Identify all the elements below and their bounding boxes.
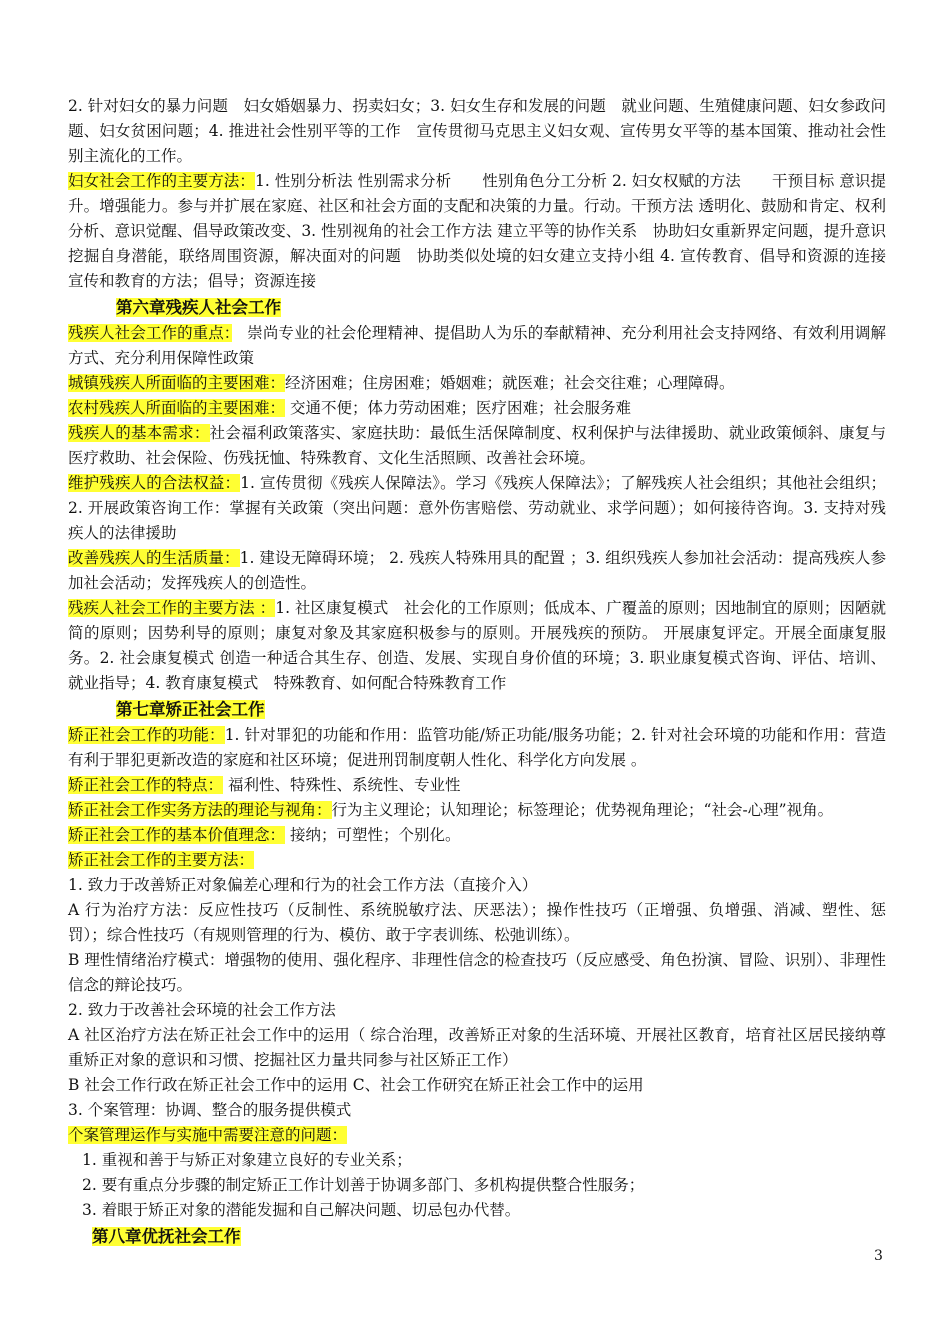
paragraph	[68, 471, 886, 546]
paragraph	[68, 421, 886, 471]
highlighted-label: 矫正社会工作的特点：	[68, 776, 224, 794]
paragraph-text: 3. 着眼于矫正对象的潜能发掘和自己解决问题、切忌包办代替。	[82, 1201, 521, 1219]
paragraph-text: 1. 性别分析法 性别需求分析 性别角色分工分析 2. 妇女权赋的方法 干预目标 意识提升。增强能力。参与并扩展在家庭、社区和社会方面的支配和决策的力量。行动。干预方法 透明化、鼓励和肯定、权利分析、意识觉醒、倡导政策改变、3. 性别视角的社会工作方法 建立平等的协作关系 协助妇女重新界定问题，提升意识 挖掘自身潜能，联络周围资源，解决面对的问题 协助类似处境的妇女建立支持小组 4. 宣传教育、倡导和资源的连接 宣传和教育的方法；倡导；资源连接	[68, 172, 886, 290]
highlighted-label: 矫正社会工作的功能：	[68, 726, 225, 744]
paragraph-text: 经济困难；住房困难；婚姻难；就医难；社会交往难；心理障碍。	[285, 374, 735, 392]
paragraph	[68, 94, 886, 169]
chapter-heading	[68, 1223, 886, 1250]
highlighted-label: 残疾人社会工作的主要方法 ：	[68, 599, 276, 617]
paragraph-text: 1. 建设无障碍环境； 2. 残疾人特殊用具的配置 ；3. 组织残疾人参加社会活动：提高残疾人参加社会活动；发挥残疾人的创造性。	[68, 549, 886, 592]
paragraph-text: 1. 宣传贯彻《残疾人保障法》。学习《残疾人保障法》；了解残疾人社会组织；其他社会组织；2. 开展政策咨询工作：掌握有关政策（突出问题：意外伤害赔偿、劳动就业、求学问题）；如何接待咨询。3. 支持对残疾人的法律援助	[68, 474, 886, 542]
paragraph-text: 2. 要有重点分步骤的制定矫正工作计划善于协调多部门、多机构提供整合性服务；	[82, 1176, 645, 1194]
highlighted-label: 农村残疾人所面临的主要困难：	[68, 399, 286, 417]
highlighted-label: 矫正社会工作的主要方法：	[68, 851, 255, 869]
list-item	[68, 1173, 886, 1198]
highlighted-label: 残疾人社会工作的重点：	[68, 324, 232, 342]
paragraph	[68, 873, 886, 898]
paragraph-text: 接纳；可塑性；个别化。	[285, 826, 461, 844]
paragraph	[68, 1123, 886, 1148]
paragraph	[68, 948, 886, 998]
chapter-heading-text: 第六章残疾人社会工作	[116, 298, 281, 317]
highlighted-label: 个案管理运作与实施中需要注意的问题：	[68, 1126, 348, 1144]
paragraph	[68, 1073, 886, 1098]
paragraph-text: 1. 重视和善于与矫正对象建立良好的专业关系；	[82, 1151, 412, 1169]
paragraph-text: 崇尚专业的社会伦理精神、提倡助人为乐的奉献精神、充分利用社会支持网络、有效利用调解方式、充分利用保障性政策	[68, 324, 886, 367]
paragraph	[68, 898, 886, 948]
paragraph	[68, 798, 886, 823]
chapter-heading	[68, 696, 886, 723]
paragraph	[68, 998, 886, 1023]
highlighted-label: 改善残疾人的生活质量：	[68, 549, 240, 567]
document-body	[68, 94, 886, 1250]
list-item	[68, 1148, 886, 1173]
paragraph-text: 交通不便；体力劳动困难；医疗困难；社会服务难	[285, 399, 631, 417]
paragraph	[68, 321, 886, 371]
highlighted-label: 矫正社会工作的基本价值理念：	[68, 826, 286, 844]
paragraph-text: A 社区治疗方法在矫正社会工作中的运用（ 综合治理，改善矫正对象的生活环境、开展社区教育，培育社区居民接纳尊重矫正对象的意识和习惯、挖掘社区力量共同参与社区矫正工作）	[68, 1026, 886, 1069]
paragraph	[68, 546, 886, 596]
paragraph-text: 1. 针对罪犯的功能和作用：监管功能/矫正功能/服务功能；2. 针对社会环境的功能和作用：营造有利于罪犯更新改造的家庭和社区环境；促进刑罚制度朝人性化、科学化方向发展 。	[68, 726, 886, 769]
list-item	[68, 1198, 886, 1223]
paragraph-text: B 社会工作行政在矫正社会工作中的运用 C、社会工作研究在矫正社会工作中的运用	[68, 1076, 644, 1094]
paragraph-text: 3. 个案管理：协调、整合的服务提供模式	[68, 1101, 352, 1119]
highlighted-label: 残疾人的基本需求：	[68, 424, 210, 442]
paragraph	[68, 773, 886, 798]
chapter-heading	[68, 294, 886, 321]
paragraph	[68, 596, 886, 696]
paragraph-text: 福利性、特殊性、系统性、专业性	[223, 776, 461, 794]
paragraph	[68, 169, 886, 294]
paragraph	[68, 1023, 886, 1073]
chapter-heading-text: 第七章矫正社会工作	[116, 700, 265, 719]
paragraph	[68, 723, 886, 773]
paragraph-text: 行为主义理论；认知理论；标签理论；优势视角理论；“社会-心理”视角。	[331, 801, 834, 819]
paragraph-text: 2. 针对妇女的暴力问题 妇女婚姻暴力、拐卖妇女；3. 妇女生存和发展的问题 就业问题、生殖健康问题、妇女参政问题、妇女贫困问题；4. 推进社会性别平等的工作 宣传贯彻马克思主义妇女观、宣传男女平等的基本国策、推动社会性别主流化的工作。	[68, 97, 886, 165]
paragraph	[68, 1098, 886, 1123]
paragraph	[68, 396, 886, 421]
paragraph-text: A 行为治疗方法：反应性技巧（反制性、系统脱敏疗法、厌恶法）；操作性技巧（正增强、负增强、消减、塑性、惩罚）；综合性技巧（有规则管理的行为、模仿、敢于字表训练、松弛训练）。	[68, 901, 886, 944]
paragraph-text: 1. 社区康复模式 社会化的工作原则；低成本、广覆盖的原则；因地制宜的原则；因陋就简的原则；因势利导的原则；康复对象及其家庭积极参与的原则。开展残疾的预防。 开展康复评定。开展全面康复服务。2. 社会康复模式 创造一种适合其生存、创造、发展、实现自身价值的环境；3. 职业康复模式咨询、评估、培训、就业指导；4. 教育康复模式 特殊教育、如何配合特殊教育工作	[68, 599, 886, 692]
paragraph-text: B 理性情绪治疗模式：增强物的使用、强化程序、非理性信念的检查技巧（反应感受、角色扮演、冒险、识别）、非理性信念的辩论技巧。	[68, 951, 886, 994]
chapter-heading-text: 第八章优抚社会工作	[92, 1227, 241, 1246]
highlighted-label: 维护残疾人的合法权益：	[68, 474, 241, 492]
highlighted-label: 矫正社会工作实务方法的理论与视角：	[68, 801, 332, 819]
page-number: 3	[874, 1248, 883, 1264]
highlighted-label: 妇女社会工作的主要方法：	[68, 172, 255, 190]
paragraph-text: 2. 致力于改善社会环境的社会工作方法	[68, 1001, 336, 1019]
highlighted-label: 城镇残疾人所面临的主要困难：	[68, 374, 286, 392]
paragraph	[68, 371, 886, 396]
paragraph-text: 社会福利政策落实、家庭扶助：最低生活保障制度、权利保护与法律援助、就业政策倾斜、康复与医疗救助、社会保险、伤残抚恤、特殊教育、文化生活照顾、改善社会环境。	[68, 424, 886, 467]
paragraph	[68, 823, 886, 848]
paragraph	[68, 848, 886, 873]
paragraph-text: 1. 致力于改善矫正对象偏差心理和行为的社会工作方法（直接介入）	[68, 876, 538, 894]
